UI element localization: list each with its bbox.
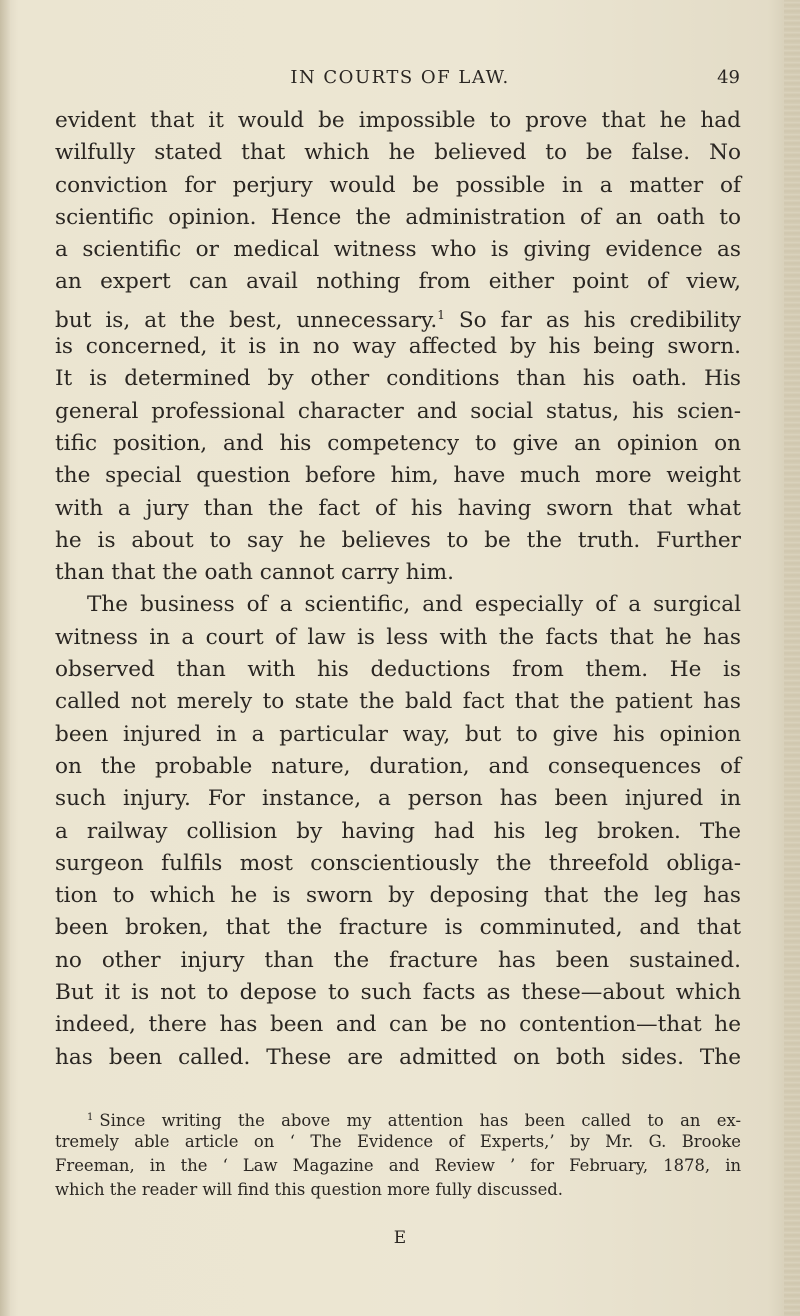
text-line: scientific opinion. Hence the administration of an oath to	[55, 204, 741, 230]
footnote-marker: 1	[87, 1112, 94, 1123]
text-line: called not merely to state the bald fact that the patient has	[55, 689, 741, 715]
footnote-text: Since writing the above my attention has been called to an ex-	[99, 1111, 741, 1130]
text-line: a scientific or medical witness who is giving evidence as	[55, 237, 741, 263]
text-line: the special question before him, have much more weight	[55, 463, 741, 489]
text-line: But it is not to depose to such facts as these—about which	[55, 980, 741, 1006]
text-line-with-footnote	[55, 299, 741, 331]
body-text	[55, 105, 741, 1074]
text-line: tific position, and his competency to give an opinion on	[55, 430, 741, 456]
text-line: no other injury than the fracture has been sustained.	[55, 947, 741, 973]
text-line: observed than with his deductions from them. He is	[55, 657, 741, 683]
text-line: general professional character and social status, his scien-	[55, 398, 741, 424]
footnote-line	[55, 1106, 741, 1130]
page-edge	[784, 0, 800, 1316]
text-segment: So far as his credibility	[444, 307, 741, 333]
paragraph-start: The business of a scientific, and especially of a surgical	[87, 592, 741, 618]
text-line: wilfully stated that which he believed to be false. No	[55, 140, 741, 166]
text-line: been injured in a particular way, but to give his opinion	[55, 721, 741, 747]
text-line: has been called. These are admitted on both sides. The	[55, 1044, 741, 1070]
text-line: he is about to say he believes to be the truth. Further	[55, 527, 741, 553]
footnote-line: tremely able article on ‘ The Evidence of Experts,’ by Mr. G. Brooke	[55, 1132, 741, 1151]
text-line: an expert can avail nothing from either point of view,	[55, 269, 741, 295]
text-line: indeed, there has been and can be no contention—that he	[55, 1012, 741, 1038]
text-line: with a jury than the fact of his having sworn that what	[55, 495, 741, 521]
page-header	[60, 67, 740, 97]
text-line: a railway collision by having had his leg broken. The	[55, 818, 741, 844]
text-line: evident that it would be impossible to prove that he had	[55, 108, 741, 133]
text-line: surgeon fulfils most conscientiously the threefold obliga-	[55, 850, 741, 876]
text-line: than that the oath cannot carry him.	[55, 560, 454, 586]
signature-mark: E	[393, 1228, 407, 1248]
text-line: such injury. For instance, a person has been injured in	[55, 786, 741, 812]
text-line: is concerned, it is in no way affected by his being sworn.	[55, 334, 741, 360]
footnote	[55, 1106, 741, 1202]
text-segment: but is, at the best, unnecessary.	[55, 307, 438, 333]
text-line: witness in a court of law is less with the facts that he has	[55, 624, 741, 650]
footnote-reference: 1	[437, 307, 445, 322]
text-line: on the probable nature, duration, and consequences of	[55, 753, 741, 779]
running-head: IN COURTS OF LAW.	[290, 67, 510, 88]
text-line: It is determined by other conditions than his oath. His	[55, 366, 741, 392]
footnote-line: Freeman, in the ‘ Law Magazine and Review ’ for February, 1878, in	[55, 1156, 741, 1175]
page-number: 49	[717, 67, 740, 88]
page-gutter	[0, 0, 10, 1316]
footnote-line: which the reader will find this question more fully discussed.	[55, 1180, 563, 1199]
text-line: been broken, that the fracture is comminuted, and that	[55, 915, 741, 941]
text-line: tion to which he is sworn by deposing that the leg has	[55, 883, 741, 909]
text-line: conviction for perjury would be possible in a matter of	[55, 172, 741, 198]
